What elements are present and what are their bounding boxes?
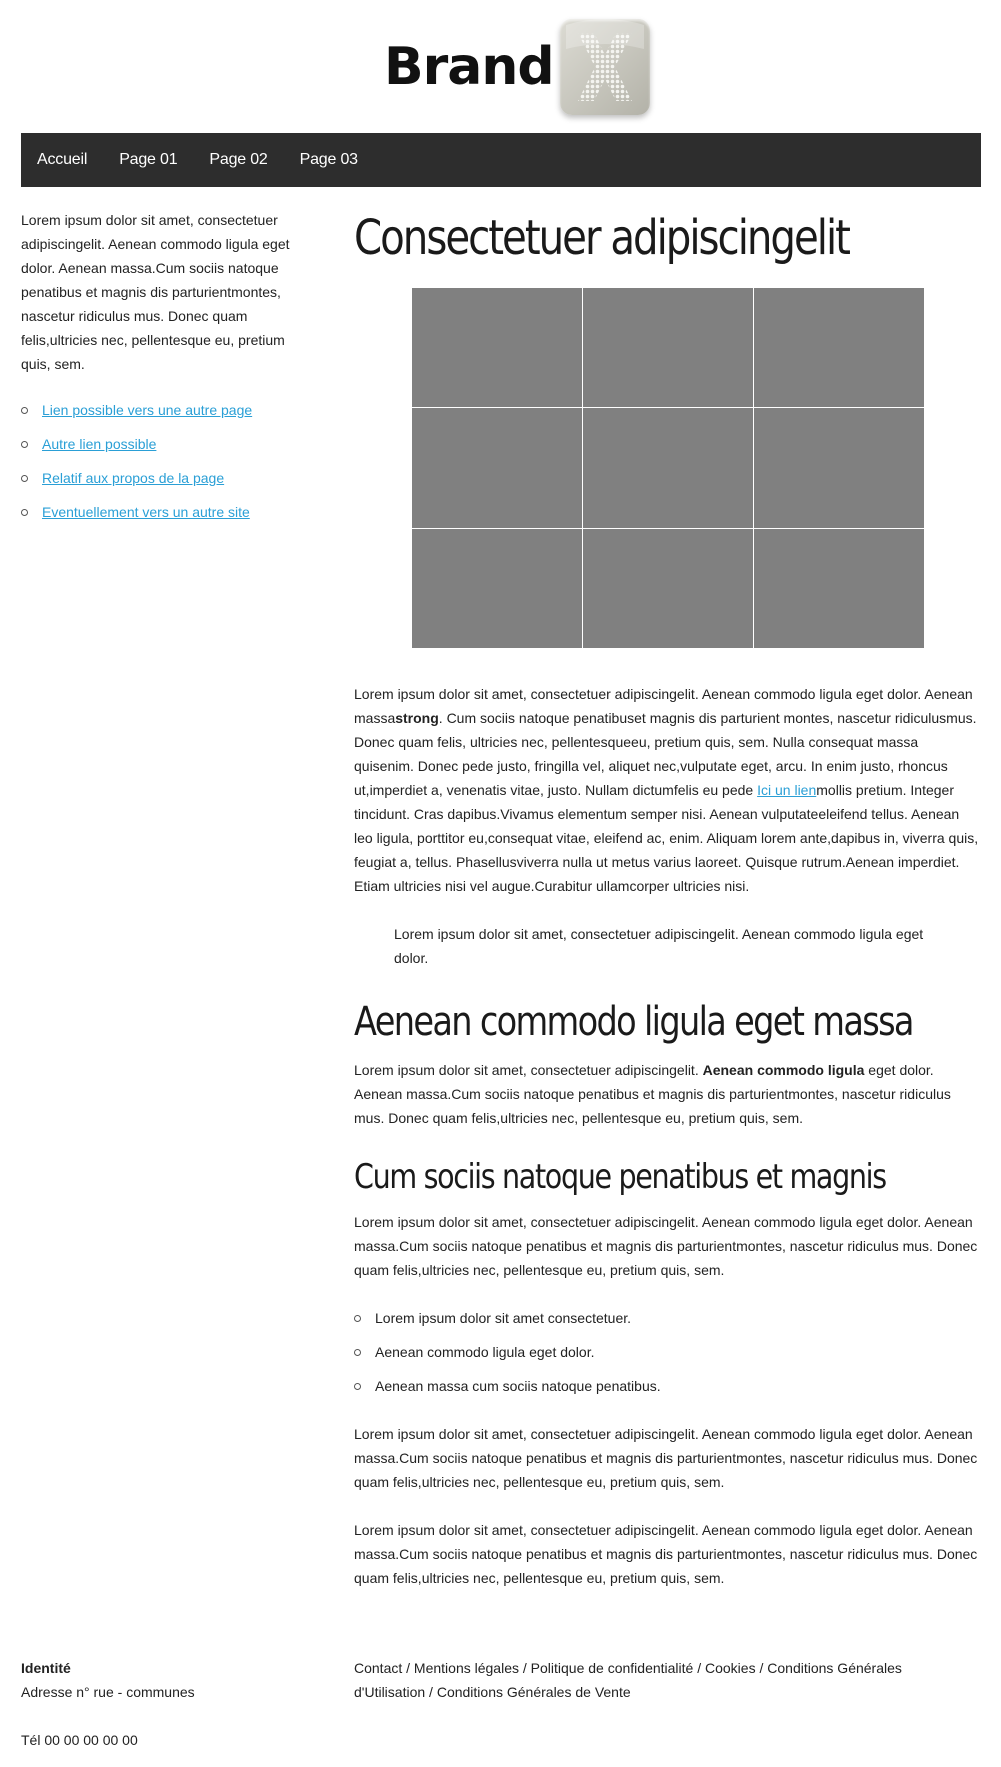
footer-link-cgu[interactable]: Conditions Générales d'Utilisation bbox=[354, 1660, 902, 1700]
body-paragraph-4: Lorem ipsum dolor sit amet, consectetuer adipiscingelit. Aenean commodo ligula eget dolor. Aenean massa.Cum sociis natoque penatibus et magnis dis parturientmontes, nascetur ridiculus mus. Donec quam felis,ultricies nec, pellentesque eu, pretium quis, sem. bbox=[354, 1426, 978, 1490]
gallery-image-placeholder[interactable] bbox=[754, 529, 924, 648]
gallery-image-placeholder[interactable] bbox=[583, 288, 753, 407]
brand-x-badge-icon bbox=[560, 19, 650, 115]
nav-item-page-01[interactable]: Page 01 bbox=[119, 151, 178, 168]
gallery-image-placeholder[interactable] bbox=[754, 408, 924, 527]
section-heading-cum-sociis: Cum sociis natoque penatibus et magnis bbox=[354, 1157, 886, 1197]
image-gallery bbox=[412, 288, 924, 648]
footer-separator: / bbox=[755, 1660, 768, 1676]
bullet-list bbox=[354, 1306, 981, 1398]
body-paragraph-2 bbox=[354, 1058, 981, 1130]
footer-separator: / bbox=[425, 1684, 437, 1700]
footer-separator: / bbox=[518, 1660, 531, 1676]
footer-address: Adresse n° rue - communes bbox=[21, 1684, 195, 1700]
footer-link-cgv[interactable]: Conditions Générales de Vente bbox=[436, 1684, 631, 1700]
paragraph-text: mollis pretium. Integer tincidunt. Cras dapibus.Vivamus elementum semper nisi. Aenean vulputateeleifend tellus. Aenean leo ligula, porttitor eu,consequat vitae, eleifend ac, enim. Aliquam lorem ante,dapibus in, viverra quis, feugiat a, tellus. Phasellusviverra nulla ut metus varius laoreet. Quisque rutrum.Aenean imperdiet. Etiam ultricies nisi vel augue.Curabitur ullamcorper ultricies nisi. bbox=[354, 782, 979, 894]
sidebar-intro-text: Lorem ipsum dolor sit amet, consectetuer adipiscingelit. Aenean commodo ligula eget dolor. Aenean massa.Cum sociis natoque penatibus et magnis dis parturientmontes, nascetur ridiculus mus. Donec quam felis,ultricies nec, pellentesque eu, pretium quis, sem. bbox=[21, 212, 290, 372]
nav-item-accueil[interactable]: Accueil bbox=[37, 151, 88, 168]
list-item bbox=[21, 500, 306, 524]
footer-identity-label: Identité bbox=[21, 1660, 71, 1676]
brand-logo[interactable] bbox=[384, 17, 650, 117]
body-paragraph-1 bbox=[354, 682, 981, 898]
section-heading-aenean: Aenean commodo ligula eget massa bbox=[354, 999, 913, 1045]
sidebar-link-autre-lien[interactable]: Autre lien possible bbox=[42, 436, 157, 452]
header bbox=[0, 0, 1001, 133]
list-item bbox=[21, 466, 306, 490]
main-content bbox=[354, 208, 981, 1590]
footer-links bbox=[354, 1656, 954, 1704]
main-nav bbox=[21, 133, 981, 187]
inline-link-ici[interactable]: Ici un lien bbox=[757, 782, 817, 798]
footer-link-confidentialite[interactable]: Politique de confidentialité bbox=[530, 1660, 694, 1676]
list-item bbox=[21, 398, 306, 422]
gallery-image-placeholder[interactable] bbox=[412, 408, 582, 527]
gallery-image-placeholder[interactable] bbox=[583, 408, 753, 527]
list-item: Lorem ipsum dolor sit amet consectetuer. bbox=[354, 1306, 981, 1330]
footer-separator: / bbox=[693, 1660, 705, 1676]
gallery-image-placeholder[interactable] bbox=[412, 529, 582, 648]
footer-link-contact[interactable]: Contact bbox=[354, 1660, 403, 1676]
sidebar-link-relatif[interactable]: Relatif aux propos de la page bbox=[42, 470, 225, 486]
list-item: Aenean commodo ligula eget dolor. bbox=[354, 1340, 981, 1364]
list-item bbox=[21, 432, 306, 456]
nav-item-page-03[interactable]: Page 03 bbox=[299, 151, 358, 168]
sidebar-link-autre-page[interactable]: Lien possible vers une autre page bbox=[42, 402, 253, 418]
blockquote: Lorem ipsum dolor sit amet, consectetuer adipiscingelit. Aenean commodo ligula eget dolor. bbox=[394, 926, 924, 966]
brand-logo-text: Brand bbox=[384, 37, 554, 97]
page-title: Consectetuer adipiscingelit bbox=[354, 210, 849, 266]
sidebar bbox=[21, 208, 306, 534]
paragraph-text: . Cum sociis natoque penatibuset magnis dis parturient montes, nascetur ridiculusmus. Donec quam felis, ultricies nec, pellentesqueeu, pretium quis, sem. Nulla consequat massa quisenim. Donec pede justo, fringilla vel, aliquet nec,vulputate eget, arcu. In enim justo, rhoncus ut,imperdiet a, venenatis vitae, justo. Nullam dictumfelis eu pede bbox=[354, 710, 977, 798]
paragraph-text: Lorem ipsum dolor sit amet, consectetuer adipiscingelit. bbox=[354, 1062, 703, 1078]
sidebar-link-autre-site[interactable]: Eventuellement vers un autre site bbox=[42, 504, 250, 520]
footer-identity bbox=[21, 1656, 321, 1752]
sidebar-link-list bbox=[21, 398, 306, 524]
footer-separator: / bbox=[402, 1660, 414, 1676]
footer-link-mentions-legales[interactable]: Mentions légales bbox=[413, 1660, 519, 1676]
gallery-image-placeholder[interactable] bbox=[754, 288, 924, 407]
gallery-image-placeholder[interactable] bbox=[583, 529, 753, 648]
gallery-image-placeholder[interactable] bbox=[412, 288, 582, 407]
footer-link-cookies[interactable]: Cookies bbox=[705, 1660, 756, 1676]
body-paragraph-5: Lorem ipsum dolor sit amet, consectetuer adipiscingelit. Aenean commodo ligula eget dolor. Aenean massa.Cum sociis natoque penatibus et magnis dis parturientmontes, nascetur ridiculus mus. Donec quam felis,ultricies nec, pellentesque eu, pretium quis, sem. bbox=[354, 1522, 978, 1586]
paragraph-text: Lorem ipsum dolor sit amet, consectetuer adipiscingelit. Aenean commodo ligula eget dolor. Aenean massa bbox=[354, 686, 973, 726]
body-paragraph-3: Lorem ipsum dolor sit amet, consectetuer adipiscingelit. Aenean commodo ligula eget dolor. Aenean massa.Cum sociis natoque penatibus et magnis dis parturientmontes, nascetur ridiculus mus. Donec quam felis,ultricies nec, pellentesque eu, pretium quis, sem. bbox=[354, 1214, 978, 1278]
strong-text: Aenean commodo ligula bbox=[702, 1062, 865, 1078]
paragraph-text: eget dolor. Aenean massa.Cum sociis natoque penatibus et magnis dis parturientmontes, nascetur ridiculus mus. Donec quam felis,ultricies nec, pellentesque eu, pretium quis, sem. bbox=[354, 1062, 951, 1126]
nav-item-page-02[interactable]: Page 02 bbox=[209, 151, 268, 168]
list-item: Aenean massa cum sociis natoque penatibus. bbox=[354, 1374, 981, 1398]
strong-text: strong bbox=[395, 710, 439, 726]
footer-phone: Tél 00 00 00 00 00 bbox=[21, 1732, 138, 1748]
